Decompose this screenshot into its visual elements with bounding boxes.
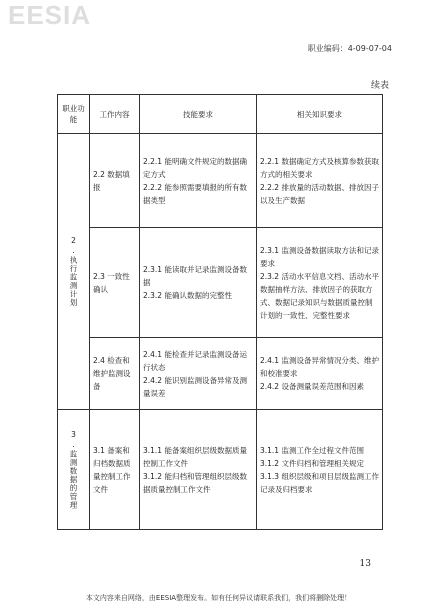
table-header-row bbox=[58, 95, 383, 134]
work-content-cell: 3.1 备案和归档数据质量控制工作文件 bbox=[90, 410, 140, 530]
work-content-cell: 2.4 检查和维护监测设备 bbox=[90, 338, 140, 410]
knowledge-cell bbox=[257, 228, 383, 338]
skill-item: 2.4.2 能识别监测设备异常及测量误差 bbox=[143, 375, 247, 398]
table-row bbox=[58, 228, 383, 338]
table-row bbox=[58, 410, 383, 530]
work-content-cell: 2.2 数据填报 bbox=[90, 134, 140, 228]
function-area-3: 3.监测数据的管理 bbox=[58, 410, 90, 530]
knowledge-cell bbox=[257, 338, 383, 410]
occupation-code: 职业编码：4-09-07-04 bbox=[307, 44, 392, 53]
table-row bbox=[58, 134, 383, 228]
work-content-cell: 2.3 一致性确认 bbox=[90, 228, 140, 338]
skill-item: 2.4.1 能检查并记录监测设备运行状态 bbox=[143, 349, 247, 372]
eesia-logo: EESIA bbox=[8, 0, 92, 30]
skill-item: 3.1.2 能归档和管理组织层级数据质量控制工作文件 bbox=[143, 471, 247, 494]
skill-item: 2.3.1 能读取并记录监测设备数据 bbox=[143, 265, 247, 287]
continued-label: 续表 bbox=[370, 81, 389, 91]
header-function: 职业功能 bbox=[58, 95, 90, 134]
header-content: 工作内容 bbox=[90, 95, 140, 134]
table-row bbox=[58, 338, 383, 410]
skills-cell bbox=[140, 410, 257, 530]
skills-cell bbox=[140, 228, 257, 338]
knowledge-cell bbox=[257, 410, 383, 530]
knowledge-item: 3.1.3 组织层级和项目层级监测工作记录及归档要求 bbox=[260, 471, 379, 494]
footer-disclaimer: 本文内容来自网络，由EESIA整理发布。如有任何异议请联系我们，我们将删除处理！ bbox=[85, 594, 352, 602]
skills-cell bbox=[140, 338, 257, 410]
skills-cell bbox=[140, 134, 257, 228]
skill-item: 3.1.1 能备案组织层级数据质量控制工作文件 bbox=[143, 445, 247, 468]
skill-item: 2.3.2 能确认数据的完整性 bbox=[143, 291, 232, 300]
knowledge-item: 2.2.1 数据确定方式及核算参数获取方式的相关要求 bbox=[260, 156, 379, 179]
header-skills: 技能要求 bbox=[140, 95, 257, 134]
knowledge-item: 3.1.1 监测工作全过程文件范围 bbox=[260, 445, 364, 455]
header-knowledge: 相关知识要求 bbox=[257, 95, 383, 134]
skills-table bbox=[57, 94, 383, 530]
knowledge-item: 2.2.2 排放量的活动数据、排放因子以及生产数据 bbox=[260, 182, 379, 205]
knowledge-item: 2.4.2 设备测量误差范围和因素 bbox=[260, 382, 364, 391]
knowledge-item: 2.3.1 监测设备数据读取方法和记录要求 bbox=[260, 245, 379, 268]
skill-item: 2.2.1 能明确文件规定的数据确定方式 bbox=[143, 156, 247, 179]
skill-item: 2.2.2 能参照需要填报的所有数据类型 bbox=[143, 182, 247, 205]
knowledge-cell bbox=[257, 134, 383, 228]
knowledge-item: 3.1.2 文件归档和管理相关规定 bbox=[260, 458, 364, 468]
page-number: 13 bbox=[359, 559, 371, 569]
knowledge-item: 2.3.2 活动水平信息文档、活动水平数据抽样方法、排放因子的获取方式、数据记录知识与数据质量控制计划的一致性、完整性要求 bbox=[260, 271, 379, 320]
knowledge-item: 2.4.1 监测设备异常情况分类、维护和校准要求 bbox=[260, 356, 379, 378]
function-area-2: 2.执行监测计划 bbox=[58, 134, 90, 410]
